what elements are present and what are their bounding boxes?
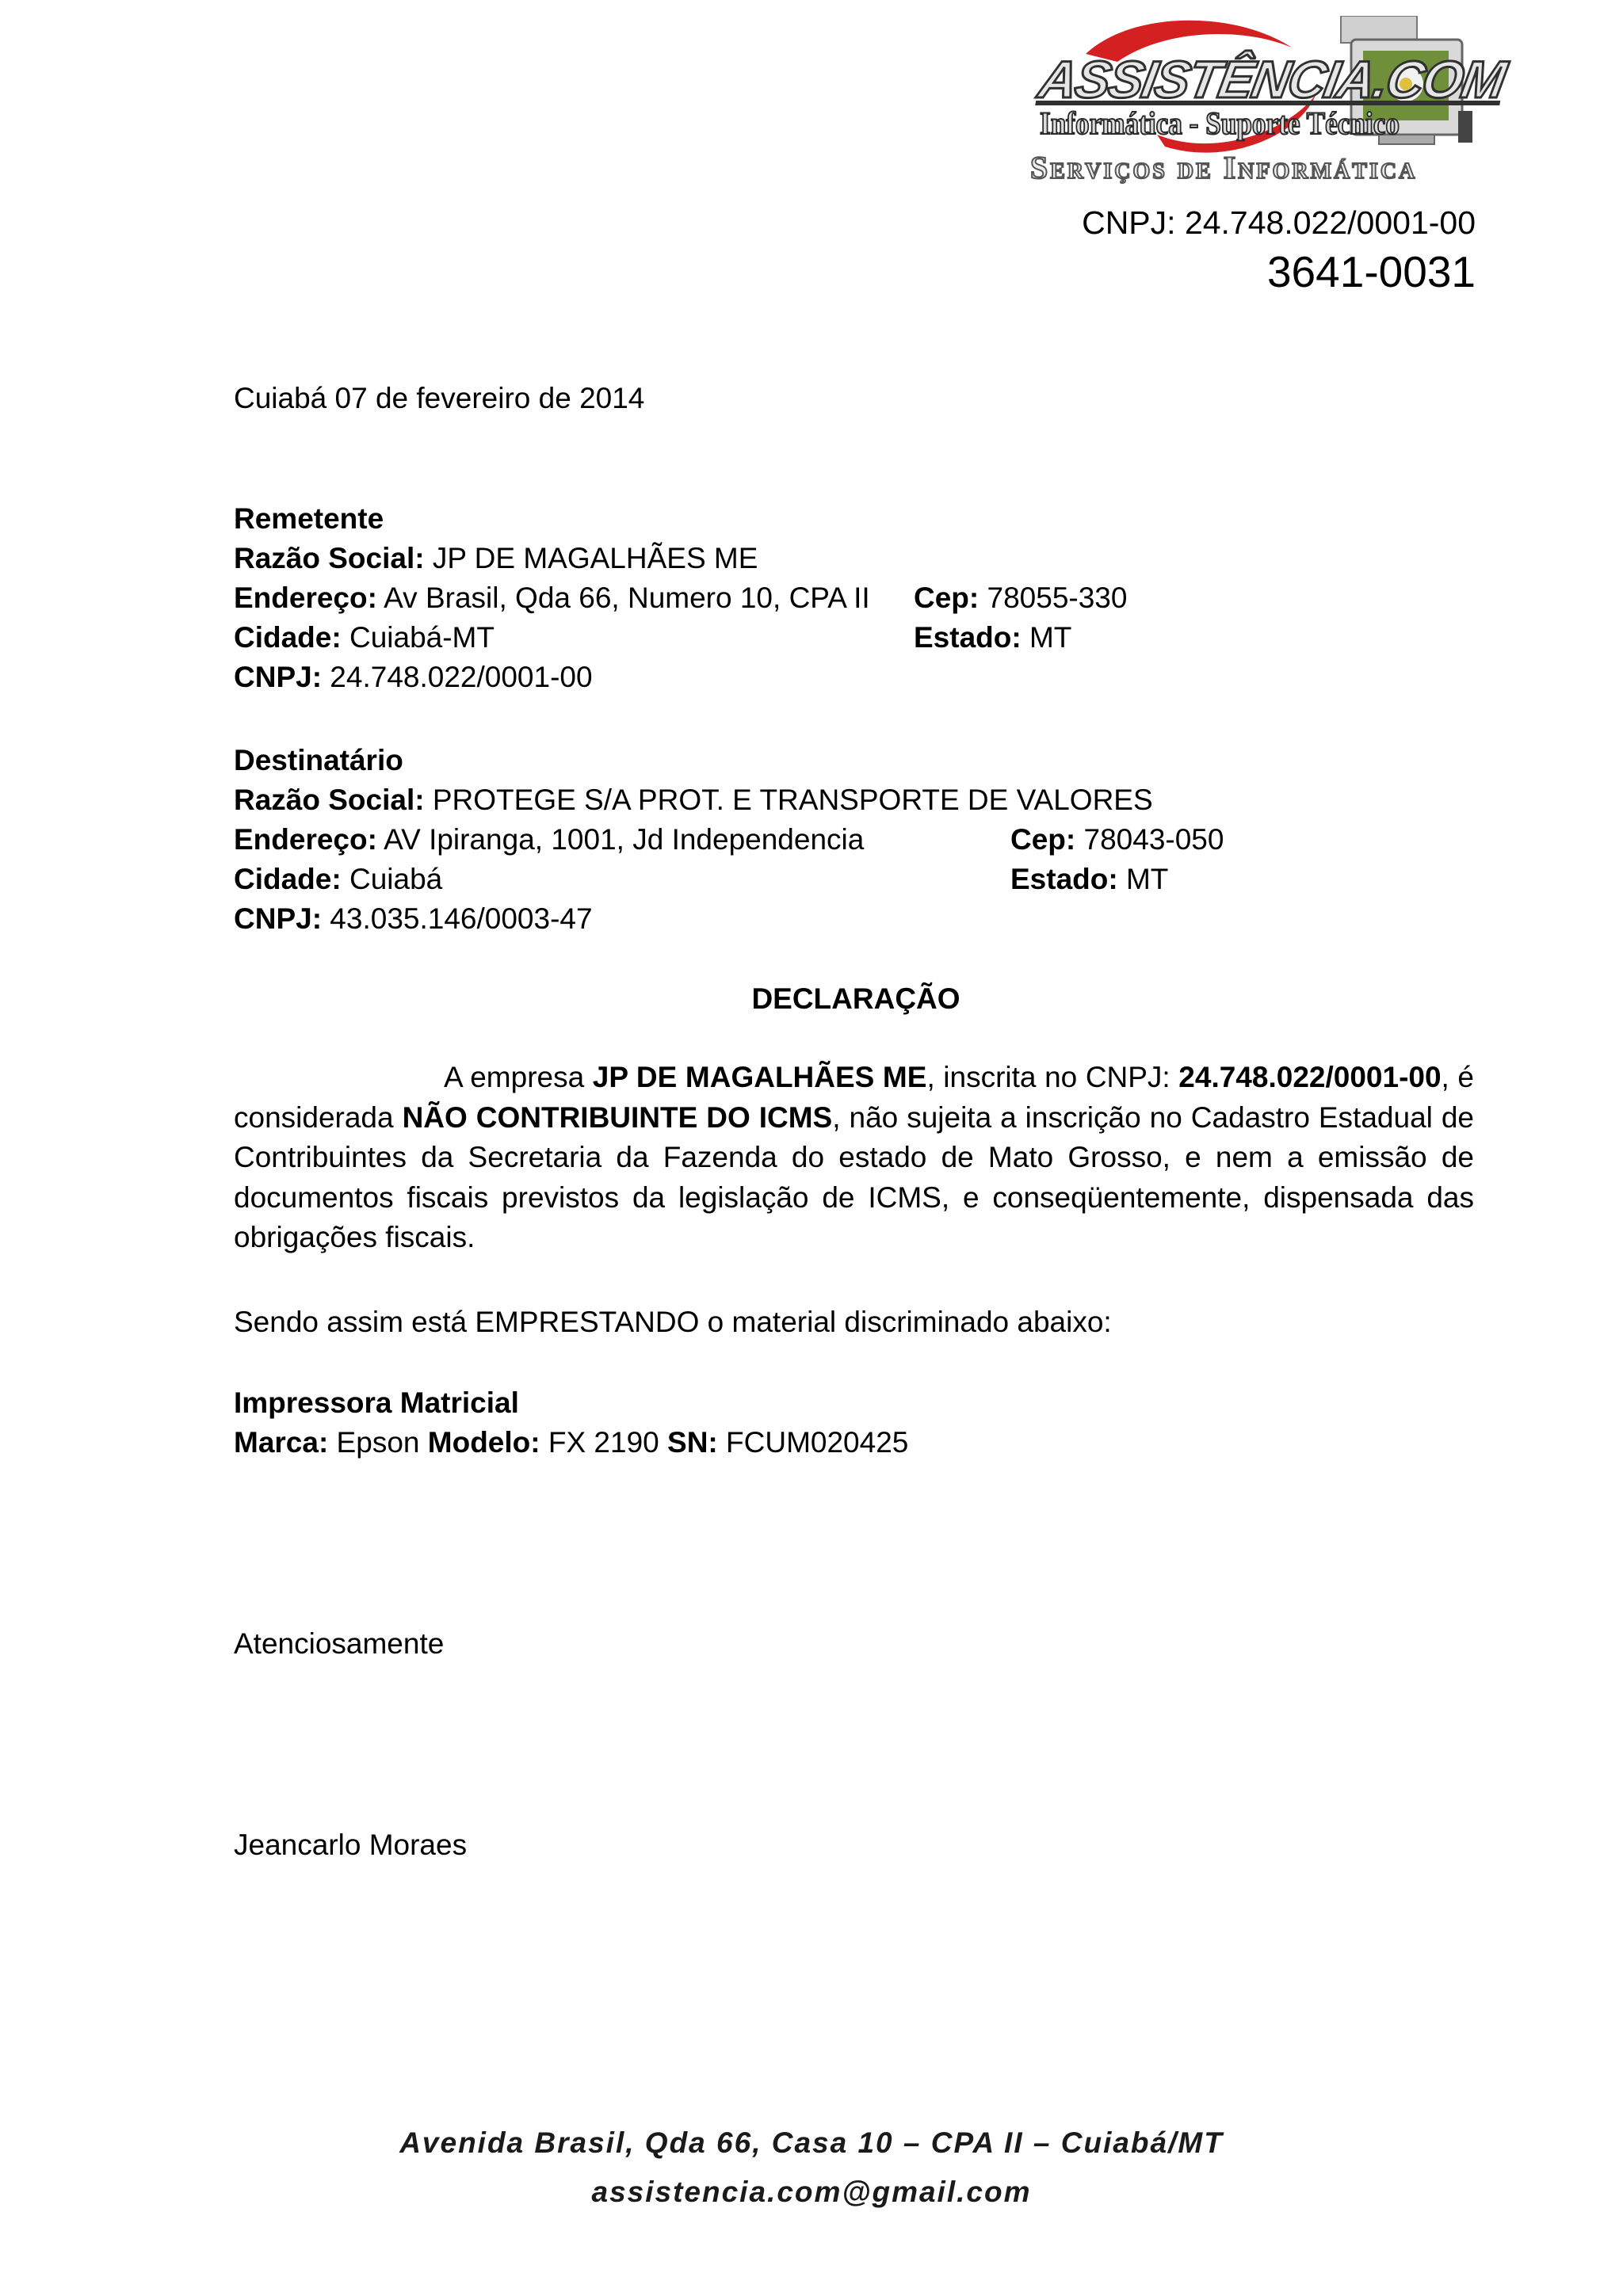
item-details bbox=[234, 1423, 908, 1463]
declaration-title: DECLARAÇÃO bbox=[751, 982, 960, 1015]
declaration-company: JP DE MAGALHÃES ME bbox=[592, 1061, 927, 1093]
recipient-cnpj-value: 43.035.146/0003-47 bbox=[322, 902, 593, 935]
declaration-text-3: , é considerada bbox=[234, 1061, 1474, 1134]
recipient-cidade bbox=[234, 860, 442, 899]
recipient-heading: Destinatário bbox=[234, 744, 403, 776]
declaration-status: NÃO CONTRIBUINTE DO ICMS bbox=[402, 1100, 833, 1134]
item-modelo-label: Modelo: bbox=[427, 1426, 540, 1459]
recipient-razao bbox=[234, 780, 1153, 820]
recipient-endereco bbox=[234, 820, 864, 860]
item-sn-label: SN: bbox=[667, 1426, 718, 1459]
recipient-cep-label: Cep: bbox=[1010, 823, 1076, 856]
sender-estado-value: MT bbox=[1021, 621, 1072, 654]
footer-email: assistencia.com@gmail.com bbox=[591, 2176, 1032, 2208]
sender-razao bbox=[234, 539, 758, 578]
recipient-cnpj-label: CNPJ: bbox=[234, 902, 323, 935]
sender-cidade-value: Cuiabá-MT bbox=[341, 621, 495, 654]
loan-line: Sendo assim está EMPRESTANDO o material discriminado abaixo: bbox=[234, 1306, 1112, 1338]
header-phone: 3641-0031 bbox=[1266, 247, 1476, 296]
item-marca-label: Marca: bbox=[234, 1426, 329, 1459]
recipient-cnpj bbox=[234, 899, 593, 939]
footer-address: Avenida Brasil, Qda 66, Casa 10 – CPA II – Cuiabá/MT bbox=[399, 2126, 1224, 2159]
recipient-estado-label: Estado: bbox=[1010, 863, 1118, 895]
declaration-paragraph bbox=[234, 1058, 1474, 1258]
signature: Jeancarlo Moraes bbox=[234, 1829, 468, 1861]
header-cnpj: CNPJ: 24.748.022/0001-00 bbox=[1082, 204, 1476, 241]
recipient-estado bbox=[1010, 860, 1168, 899]
sender-cidade-label: Cidade: bbox=[234, 621, 342, 654]
recipient-cep-value: 78043-050 bbox=[1075, 823, 1224, 856]
sender-cep-label: Cep: bbox=[914, 582, 980, 614]
sender-cnpj-label: CNPJ: bbox=[234, 661, 323, 693]
company-logo bbox=[1030, 16, 1510, 190]
logo-services: Serviços de Informática bbox=[1030, 150, 1418, 185]
recipient-estado-value: MT bbox=[1117, 863, 1169, 895]
sender-heading: Remetente bbox=[234, 502, 384, 535]
sender-cidade bbox=[234, 618, 495, 658]
sender-endereco-value: Av Brasil, Qda 66, Numero 10, CPA II bbox=[376, 582, 870, 614]
sender-cnpj-value: 24.748.022/0001-00 bbox=[322, 661, 593, 693]
recipient-cidade-value: Cuiabá bbox=[341, 863, 443, 895]
recipient-endereco-value: AV Ipiranga, 1001, Jd Independencia bbox=[376, 823, 865, 856]
item-sn-value: FCUM020425 bbox=[717, 1426, 909, 1459]
sender-estado bbox=[914, 618, 1071, 658]
declaration-cnpj: 24.748.022/0001-00 bbox=[1178, 1061, 1442, 1093]
declaration-text-2: , inscrita no CNPJ: bbox=[926, 1061, 1179, 1093]
recipient-cep bbox=[1010, 820, 1224, 860]
sender-cep-value: 78055-330 bbox=[979, 582, 1128, 614]
logo-subtitle: Informática - Suporte Técnico bbox=[1040, 105, 1400, 141]
recipient-razao-value: PROTEGE S/A PROT. E TRANSPORTE DE VALORES bbox=[424, 784, 1153, 816]
item-modelo-value: FX 2190 bbox=[540, 1426, 668, 1459]
sender-razao-value: JP DE MAGALHÃES ME bbox=[424, 542, 758, 574]
sender-cnpj bbox=[234, 658, 593, 697]
sender-endereco bbox=[234, 578, 870, 618]
sender-endereco-label: Endereço: bbox=[234, 582, 377, 614]
recipient-cidade-label: Cidade: bbox=[234, 863, 342, 895]
recipient-endereco-label: Endereço: bbox=[234, 823, 377, 856]
sender-cep bbox=[914, 578, 1127, 618]
sender-estado-label: Estado: bbox=[914, 621, 1022, 654]
declaration-text-1: A empresa bbox=[444, 1061, 593, 1093]
date-line: Cuiabá 07 de fevereiro de 2014 bbox=[234, 382, 645, 414]
declaration-text-4: , não sujeita a inscrição no Cadastro Estadual de Contribuintes da Secretaria da Fazenda do estado de Mato Grosso, e nem a emissão de documentos fiscais previstos da legislação de ICMS, e conseqüentemente, dispensada das obrigações fiscais. bbox=[234, 1100, 1474, 1253]
sender-razao-label: Razão Social: bbox=[234, 542, 425, 574]
item-marca-value: Epson bbox=[328, 1426, 428, 1459]
recipient-razao-label: Razão Social: bbox=[234, 784, 425, 816]
logo-title: ASSISTÊNCIA.COM bbox=[1034, 50, 1510, 109]
item-title: Impressora Matricial bbox=[234, 1386, 519, 1419]
closing: Atenciosamente bbox=[234, 1627, 445, 1660]
